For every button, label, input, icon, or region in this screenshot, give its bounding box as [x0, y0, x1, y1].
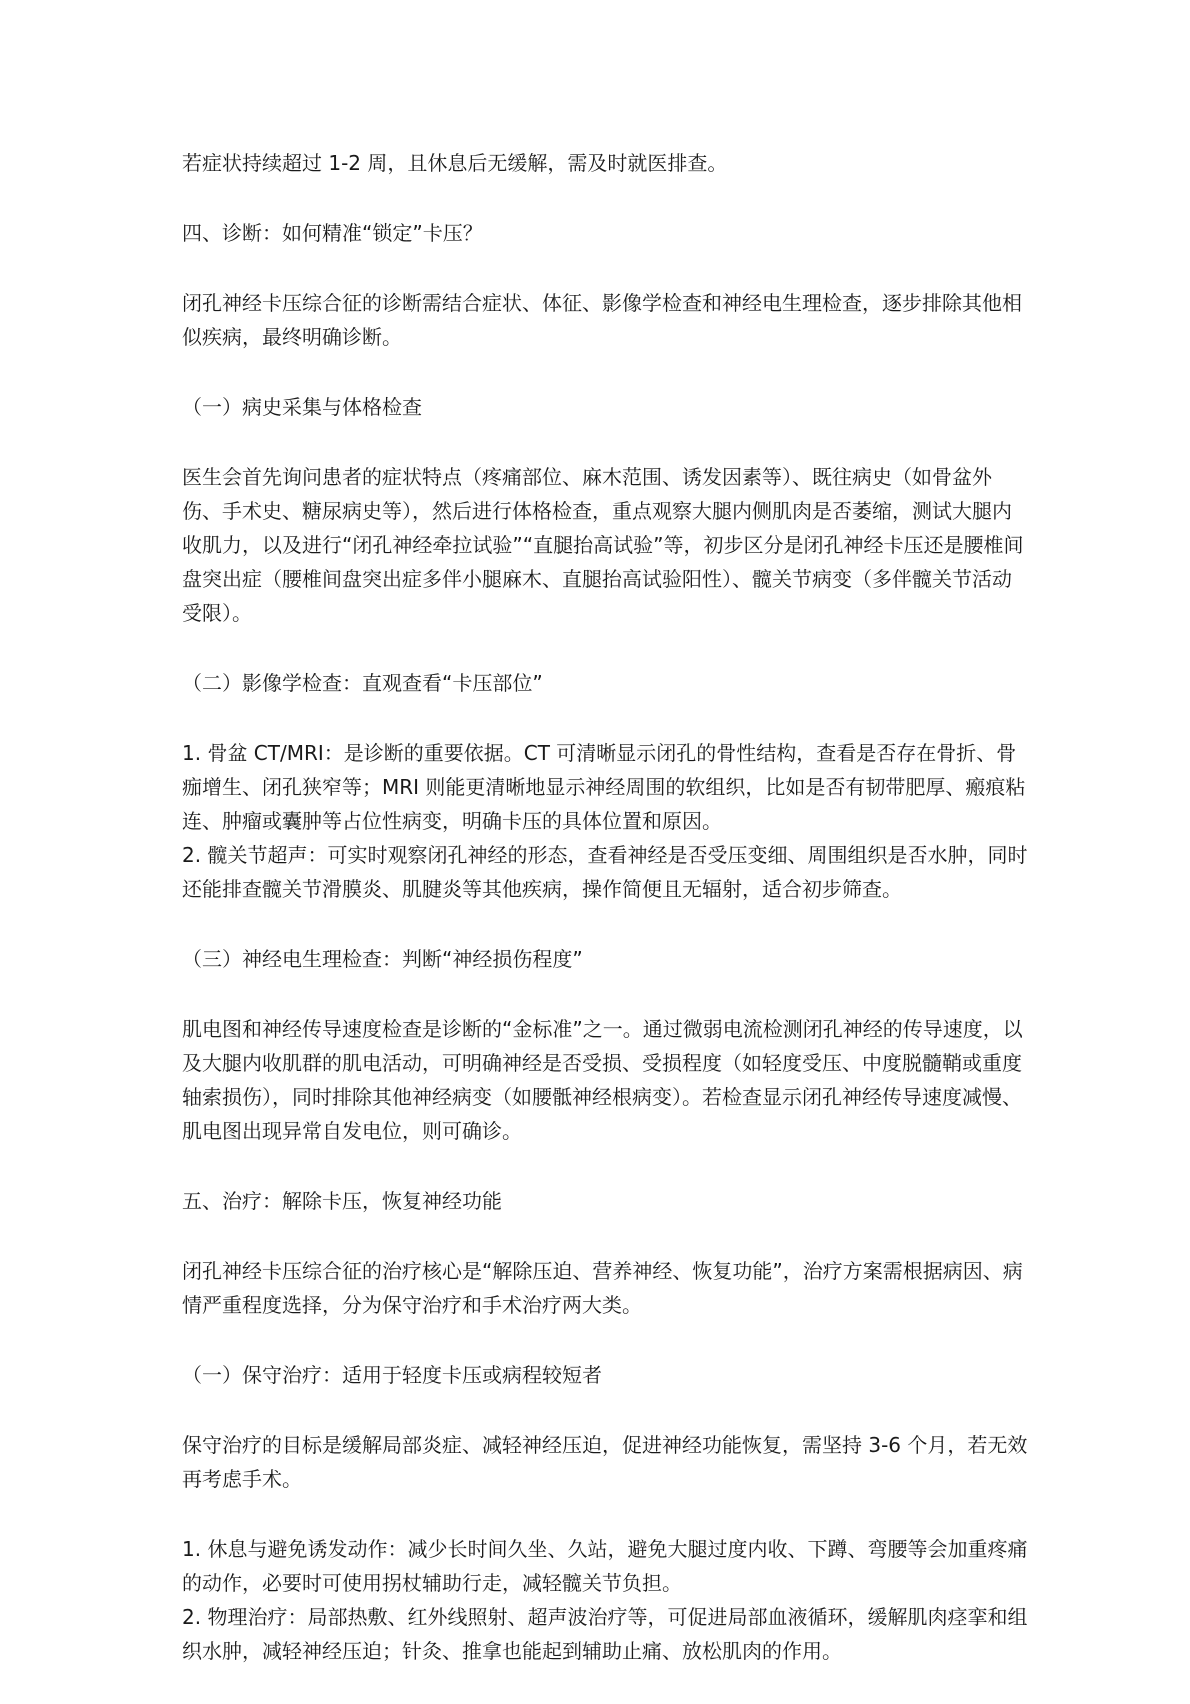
list-item-rest: 1. 休息与避免诱发动作：减少长时间久坐、久站，避免大腿过度内收、下蹲、弯腰等会加重疼痛的动作，必要时可使用拐杖辅助行走，减轻髋关节负担。 [182, 1537, 1028, 1595]
list-item-physical-therapy: 2. 物理治疗：局部热敷、红外线照射、超声波治疗等，可促进局部血液循环，缓解肌肉痉挛和组织水肿，减轻神经压迫；针灸、推拿也能起到辅助止痛、放松肌肉的作用。 [182, 1605, 1028, 1663]
section-heading-treatment: 五、治疗：解除卡压，恢复神经功能 [182, 1189, 502, 1213]
paragraph-conservative-goal: 保守治疗的目标是缓解局部炎症、减轻神经压迫，促进神经功能恢复，需坚持 3-6 个月，若无效再考虑手术。 [182, 1433, 1028, 1491]
paragraph-symptom-duration: 若症状持续超过 1-2 周，且休息后无缓解，需及时就医排查。 [182, 151, 728, 175]
paragraph-electrophysiology: 肌电图和神经传导速度检查是诊断的“金标准”之一。通过微弱电流检测闭孔神经的传导速度，以及大腿内收肌群的肌电活动，可明确神经是否受损、受损程度（如轻度受压、中度脱髓鞘或重度轴索损伤），同时排除其他神经病变（如腰骶神经根病变）。若检查显示闭孔神经传导速度减慢、肌电图出现异常自发电位，则可确诊。 [182, 1017, 1023, 1143]
subheading-history-exam: （一）病史采集与体格检查 [182, 395, 422, 419]
section-heading-diagnosis: 四、诊断：如何精准“锁定”卡压？ [182, 221, 483, 245]
subheading-electrophysiology: （三）神经电生理检查：判断“神经损伤程度” [182, 947, 583, 971]
list-item-hip-ultrasound: 2. 髋关节超声：可实时观察闭孔神经的形态，查看神经是否受压变细、周围组织是否水肿，同时还能排查髋关节滑膜炎、肌腱炎等其他疾病，操作简便且无辐射，适合初步筛查。 [182, 843, 1028, 901]
list-item-pelvic-ct-mri: 1. 骨盆 CT/MRI：是诊断的重要依据。CT 可清晰显示闭孔的骨性结构，查看是否存在骨折、骨痂增生、闭孔狭窄等；MRI 则能更清晰地显示神经周围的软组织，比如是否有韧带肥厚、瘢痕粘连、肿瘤或囊肿等占位性病变，明确卡压的具体位置和原因。 [182, 741, 1026, 833]
document-body [182, 146, 1028, 1704]
paragraph-treatment-intro: 闭孔神经卡压综合征的治疗核心是“解除压迫、营养神经、恢复功能”，治疗方案需根据病因、病情严重程度选择，分为保守治疗和手术治疗两大类。 [182, 1259, 1023, 1317]
subheading-imaging: （二）影像学检查：直观查看“卡压部位” [182, 671, 543, 695]
subheading-conservative: （一）保守治疗：适用于轻度卡压或病程较短者 [182, 1363, 602, 1387]
paragraph-diagnosis-intro: 闭孔神经卡压综合征的诊断需结合症状、体征、影像学检查和神经电生理检查，逐步排除其他相似疾病，最终明确诊断。 [182, 291, 1022, 349]
paragraph-history-exam: 医生会首先询问患者的症状特点（疼痛部位、麻木范围、诱发因素等）、既往病史（如骨盆外伤、手术史、糖尿病史等），然后进行体格检查，重点观察大腿内侧肌肉是否萎缩，测试大腿内收肌力，以及进行“闭孔神经牵拉试验”“直腿抬高试验”等，初步区分是闭孔神经卡压还是腰椎间盘突出症（腰椎间盘突出症多伴小腿麻木、直腿抬高试验阳性）、髋关节病变（多伴髋关节活动受限）。 [182, 465, 1024, 625]
